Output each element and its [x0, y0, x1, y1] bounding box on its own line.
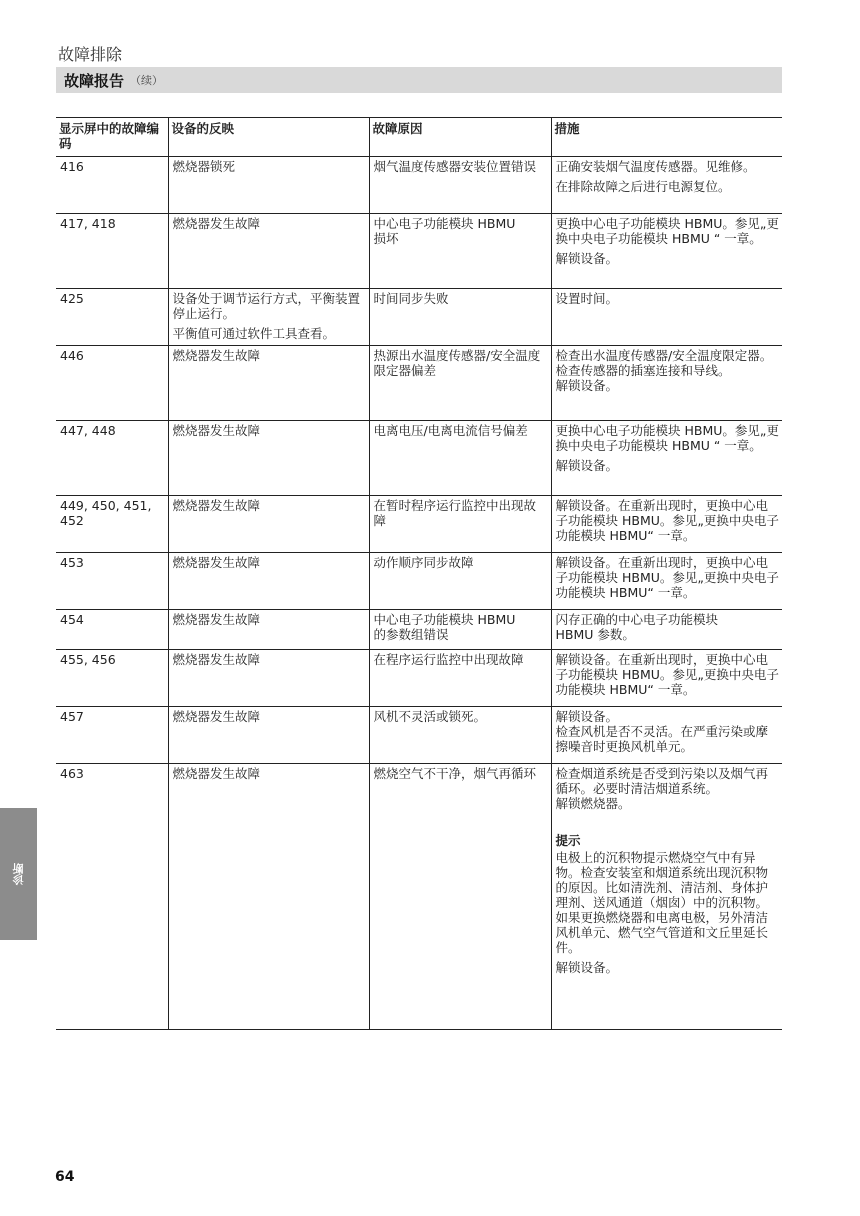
fault-measures: 解锁设备。在重新出现时，更换中心电子功能模块 HBMU。参见„更换中央电子功能模块 HBMU“ 一章。 — [551, 553, 782, 610]
column-header-measures: 措施 — [551, 118, 782, 157]
page-number: 64 — [55, 1169, 75, 1185]
table-row — [56, 421, 782, 496]
fault-measures: 检查烟道系统是否受到污染以及烟气再循环。必要时清洁烟道系统。 解锁燃烧器。 提示 电极上的沉积物提示燃烧空气中有异物。检查安装室和烟道系统出现沉积物的原因。比如清洗剂、清洁剂、身体护理剂、送风通道（烟囱）中的沉积物。 如果更换燃烧器和电离电极，另外清洁风机单元、燃气空气管道和文丘里延长件。 解锁设备。 — [551, 764, 782, 1030]
fault-code: 455, 456 — [56, 650, 168, 707]
note-text: 电极上的沉积物提示燃烧空气中有异物。检查安装室和烟道系统出现沉积物的原因。比如清洗剂、清洁剂、身体护理剂、送风通道（烟囱）中的沉积物。 — [555, 850, 769, 910]
fault-cause: 热源出水温度传感器/安全温度限定器偏差 — [369, 346, 551, 421]
fault-code: 416 — [56, 157, 168, 214]
table-row — [56, 289, 782, 346]
device-reaction: 燃烧器发生故障 — [168, 214, 369, 289]
fault-cause: 风机不灵活或锁死。 — [369, 707, 551, 764]
fault-cause: 在暂时程序运行监控中出现故障 — [369, 496, 551, 553]
column-header-cause: 故障原因 — [369, 118, 551, 157]
fault-cause: 中心电子功能模块 HBMU 的参数组错误 — [369, 610, 551, 650]
device-reaction: 燃烧器发生故障 — [168, 650, 369, 707]
fault-code: 463 — [56, 764, 168, 1030]
table-header-row — [56, 118, 782, 157]
table-subtitle: （续） — [130, 74, 164, 87]
fault-measures: 正确安装烟气温度传感器。见维修。 在排除故障之后进行电源复位。 — [551, 157, 782, 214]
fault-measures: 解锁设备。 检查风机是否不灵活。在严重污染或摩擦噪音时更换风机单元。 — [551, 707, 782, 764]
fault-cause: 燃烧空气不干净，烟气再循环 — [369, 764, 551, 1030]
fault-code: 425 — [56, 289, 168, 346]
device-reaction: 燃烧器发生故障 — [168, 346, 369, 421]
device-reaction: 设备处于调节运行方式，平衡装置停止运行。 平衡值可通过软件工具查看。 — [168, 289, 369, 346]
column-header-reaction: 设备的反映 — [168, 118, 369, 157]
side-chapter-tab — [0, 808, 37, 940]
fault-cause: 时间同步失败 — [369, 289, 551, 346]
device-reaction: 燃烧器锁死 — [168, 157, 369, 214]
fault-code: 454 — [56, 610, 168, 650]
column-header-code: 显示屏中的故障编码 — [56, 118, 168, 157]
fault-measures: 更换中心电子功能模块 HBMU。参见„更换中央电子功能模块 HBMU “ 一章。 解锁设备。 — [551, 421, 782, 496]
note-title: 提示 — [555, 833, 581, 848]
table-row — [56, 346, 782, 421]
table-row — [56, 214, 782, 289]
device-reaction: 燃烧器发生故障 — [168, 496, 369, 553]
fault-cause: 烟气温度传感器安装位置错误 — [369, 157, 551, 214]
fault-code: 447, 448 — [56, 421, 168, 496]
side-chapter-label: 诊断 — [11, 863, 25, 885]
table-row — [56, 764, 782, 1030]
device-reaction: 燃烧器发生故障 — [168, 553, 369, 610]
section-title: 故障排除 — [58, 45, 123, 64]
fault-code: 446 — [56, 346, 168, 421]
table-row — [56, 707, 782, 764]
fault-measures: 闪存正确的中心电子功能模块 HBMU 参数。 — [551, 610, 782, 650]
fault-cause: 中心电子功能模块 HBMU 损坏 — [369, 214, 551, 289]
device-reaction: 燃烧器发生故障 — [168, 610, 369, 650]
table-row — [56, 157, 782, 214]
fault-code: 449, 450, 451, 452 — [56, 496, 168, 553]
fault-cause: 动作顺序同步故障 — [369, 553, 551, 610]
table-header-bar — [56, 67, 782, 93]
fault-measures: 设置时间。 — [551, 289, 782, 346]
note-text: 如果更换燃烧器和电离电极，另外清洁风机单元、燃气空气管道和文丘里延长件。 — [555, 910, 769, 955]
table-row — [56, 610, 782, 650]
fault-cause: 电离电压/电离电流信号偏差 — [369, 421, 551, 496]
device-reaction: 燃烧器发生故障 — [168, 421, 369, 496]
fault-code: 457 — [56, 707, 168, 764]
fault-measures: 更换中心电子功能模块 HBMU。参见„更换中央电子功能模块 HBMU “ 一章。 解锁设备。 — [551, 214, 782, 289]
table-row — [56, 496, 782, 553]
fault-cause: 在程序运行监控中出现故障 — [369, 650, 551, 707]
device-reaction: 燃烧器发生故障 — [168, 764, 369, 1030]
device-reaction: 燃烧器发生故障 — [168, 707, 369, 764]
fault-measures: 解锁设备。在重新出现时，更换中心电子功能模块 HBMU。参见„更换中央电子功能模块 HBMU“ 一章。 — [551, 650, 782, 707]
fault-measures: 检查出水温度传感器/安全温度限定器。 检查传感器的插塞连接和导线。 解锁设备。 — [551, 346, 782, 421]
table-row — [56, 650, 782, 707]
final-action: 解锁设备。 — [555, 960, 619, 975]
fault-table — [56, 117, 782, 1030]
fault-code: 453 — [56, 553, 168, 610]
fault-measures: 解锁设备。在重新出现时，更换中心电子功能模块 HBMU。参见„更换中央电子功能模块 HBMU“ 一章。 — [551, 496, 782, 553]
fault-code: 417, 418 — [56, 214, 168, 289]
table-title: 故障报告 — [64, 71, 125, 90]
table-row — [56, 553, 782, 610]
